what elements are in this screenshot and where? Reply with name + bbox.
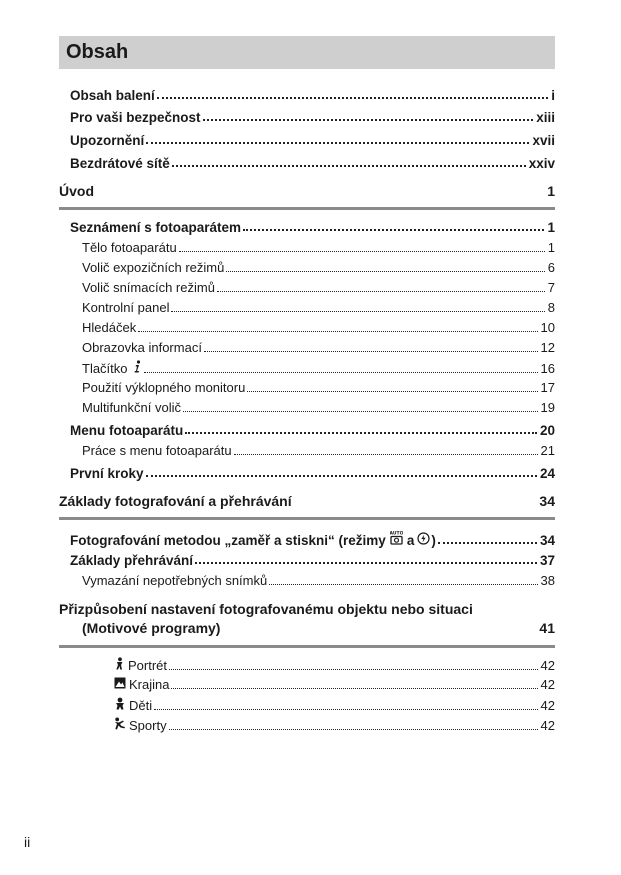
toc-entry-label: Tlačítko bbox=[82, 361, 128, 376]
toc-entry-prvni-kroky[interactable] bbox=[70, 466, 555, 481]
toc-entry-label: Použití výklopného monitoru bbox=[82, 380, 246, 395]
toc-page-number: 7 bbox=[547, 280, 555, 295]
toc-subentry-sporty[interactable] bbox=[114, 717, 555, 733]
dot-leader bbox=[234, 454, 538, 455]
contents-title-bar bbox=[59, 36, 555, 69]
child-icon bbox=[114, 697, 126, 710]
toc-subentry-deti[interactable] bbox=[114, 697, 555, 713]
dot-leader bbox=[144, 372, 538, 373]
toc-entry-label-group bbox=[114, 677, 169, 692]
toc-entry-label-group bbox=[70, 530, 436, 548]
toc-entry-label: Děti bbox=[129, 698, 153, 713]
toc-entry-seznameni[interactable] bbox=[70, 220, 555, 235]
toc-entry-label: Menu fotoaparátu bbox=[70, 423, 184, 438]
footer-page-number: ii bbox=[24, 834, 31, 850]
dot-leader bbox=[185, 432, 537, 434]
section-heading-zaklady[interactable] bbox=[59, 493, 555, 509]
section-title-line2: (Motivové programy) bbox=[82, 620, 221, 636]
dot-leader bbox=[169, 729, 538, 730]
dot-leader bbox=[169, 669, 538, 670]
toc-entry-label: Vymazání nepotřebných snímků bbox=[82, 573, 268, 588]
toc-entry-menu-fotoaparatu[interactable] bbox=[70, 423, 555, 438]
toc-entry-label: Obrazovka informací bbox=[82, 340, 202, 355]
toc-page-number: 42 bbox=[540, 718, 555, 733]
toc-entry-label-group bbox=[82, 360, 142, 376]
toc-subentry-portret[interactable] bbox=[114, 657, 555, 673]
toc-entry-label: Obsah balení bbox=[70, 88, 155, 103]
dot-leader bbox=[247, 391, 537, 392]
toc-entry-obsah-baleni[interactable] bbox=[70, 88, 555, 103]
toc-page-number: i bbox=[551, 88, 555, 103]
toc-subentry-telo[interactable] bbox=[82, 240, 555, 255]
toc-page-number: 42 bbox=[540, 677, 555, 692]
flash-off-icon bbox=[417, 532, 430, 545]
dot-leader bbox=[146, 142, 529, 144]
toc-page-number: 10 bbox=[540, 320, 555, 335]
svg-text:AUTO: AUTO bbox=[389, 531, 403, 537]
toc-entry-label: Fotografování metodou „zaměř a stiskni“ (režimy bbox=[70, 533, 386, 548]
toc-entry-label: Kontrolní panel bbox=[82, 300, 170, 315]
dot-leader bbox=[183, 411, 538, 412]
section-page-number: 1 bbox=[547, 183, 555, 199]
dot-leader bbox=[171, 311, 544, 312]
toc-entry-label: Hledáček bbox=[82, 320, 137, 335]
dot-leader bbox=[154, 709, 537, 710]
toc-page-number: 1 bbox=[547, 220, 555, 235]
toc-subentry-volic-expozicnich[interactable] bbox=[82, 260, 555, 275]
section-heading-uvod[interactable] bbox=[59, 183, 555, 199]
toc-page-number: xvii bbox=[532, 133, 555, 148]
toc-entry-label: Základy přehrávání bbox=[70, 553, 194, 568]
toc-page-number: 17 bbox=[540, 380, 555, 395]
toc-entry-label: První kroky bbox=[70, 466, 144, 481]
toc-page-number: 37 bbox=[539, 553, 555, 568]
toc-subentry-hledacek[interactable] bbox=[82, 320, 555, 335]
toc-entry-pro-vasi-bezpecnost[interactable] bbox=[70, 110, 555, 125]
dot-leader bbox=[171, 688, 537, 689]
toc-page-number: 42 bbox=[540, 658, 555, 673]
sports-icon bbox=[114, 717, 126, 730]
toc-entry-label: Tělo fotoaparátu bbox=[82, 240, 177, 255]
dot-leader bbox=[138, 331, 537, 332]
toc-page-number: 1 bbox=[547, 240, 555, 255]
toc-subentry-tlacitko[interactable] bbox=[82, 360, 555, 376]
info-i-icon bbox=[132, 360, 142, 373]
toc-page-number: 24 bbox=[539, 466, 555, 481]
toc-subentry-multifunkcni-volic[interactable] bbox=[82, 400, 555, 415]
toc-subentry-vymazani[interactable] bbox=[82, 573, 555, 588]
toc-page-number: 42 bbox=[540, 698, 555, 713]
toc-entry-upozorneni[interactable] bbox=[70, 133, 555, 148]
dot-leader bbox=[146, 475, 537, 477]
toc-entry-label-group bbox=[114, 717, 167, 733]
landscape-icon bbox=[114, 677, 126, 689]
toc-entry-label: Bezdrátové sítě bbox=[70, 156, 170, 171]
dot-leader bbox=[179, 251, 545, 252]
toc-entry-zaklady-prehravani[interactable] bbox=[70, 553, 555, 568]
toc-page-number: 8 bbox=[547, 300, 555, 315]
section-divider bbox=[59, 645, 555, 648]
section-title: Úvod bbox=[59, 183, 94, 199]
toc-entry-label: Multifunkční volič bbox=[82, 400, 181, 415]
section-divider bbox=[59, 207, 555, 210]
toc-subentry-krajina[interactable] bbox=[114, 677, 555, 692]
dot-leader bbox=[226, 271, 544, 272]
toc-page-number: xiii bbox=[536, 110, 555, 125]
toc-page-number: 12 bbox=[540, 340, 555, 355]
dot-leader bbox=[269, 584, 537, 585]
toc-subentry-prace-s-menu[interactable] bbox=[82, 443, 555, 458]
toc-entry-label: Volič expozičních režimů bbox=[82, 260, 225, 275]
toc-entry-label: Sporty bbox=[129, 718, 167, 733]
toc-entry-label-conjunction: a bbox=[406, 533, 415, 548]
dot-leader bbox=[203, 119, 534, 121]
toc-page-number: xxiv bbox=[528, 156, 555, 171]
toc-subentry-obrazovka[interactable] bbox=[82, 340, 555, 355]
dot-leader bbox=[204, 351, 538, 352]
toc-page-number: 16 bbox=[540, 361, 555, 376]
toc-subentry-vyklopny-monitor[interactable] bbox=[82, 380, 555, 395]
toc-entry-label: Práce s menu fotoaparátu bbox=[82, 443, 232, 458]
toc-page-number: 38 bbox=[540, 573, 555, 588]
toc-subentry-kontrolni-panel[interactable] bbox=[82, 300, 555, 315]
dot-leader bbox=[438, 542, 537, 544]
section-title-line2-row bbox=[59, 620, 555, 636]
toc-entry-zamer-a-stiskni[interactable] bbox=[70, 530, 555, 548]
dot-leader bbox=[195, 562, 537, 564]
toc-entry-label: Volič snímacích režimů bbox=[82, 280, 215, 295]
section-page-number: 41 bbox=[539, 620, 555, 636]
page-title: Obsah bbox=[66, 41, 129, 63]
auto-mode-icon bbox=[390, 530, 403, 545]
toc-entry-label: Krajina bbox=[129, 677, 170, 692]
dot-leader bbox=[172, 165, 526, 167]
section-page-number: 34 bbox=[539, 493, 555, 509]
toc-entry-bezdratove-site[interactable] bbox=[70, 156, 555, 171]
toc-page-number: 6 bbox=[547, 260, 555, 275]
toc-page-number: 20 bbox=[539, 423, 555, 438]
toc-page-number: 34 bbox=[539, 533, 555, 548]
toc-entry-label-group bbox=[114, 657, 167, 673]
toc-entry-label: Pro vaši bezpečnost bbox=[70, 110, 201, 125]
toc-entry-label-close: ) bbox=[431, 533, 436, 548]
section-divider bbox=[59, 517, 555, 520]
toc-entry-label: Upozornění bbox=[70, 133, 145, 148]
section-title: Základy fotografování a přehrávání bbox=[59, 493, 292, 509]
toc-entry-label: Seznámení s fotoaparátem bbox=[70, 220, 242, 235]
toc-page-number: 21 bbox=[540, 443, 555, 458]
dot-leader bbox=[157, 97, 548, 99]
section-heading-motivove-programy[interactable] bbox=[59, 601, 555, 636]
dot-leader bbox=[217, 291, 545, 292]
toc-page-number: 19 bbox=[540, 400, 555, 415]
toc-entry-label-group bbox=[114, 697, 152, 713]
section-title-line1: Přizpůsobení nastavení fotografovanému objektu nebo situaci bbox=[59, 601, 473, 617]
dot-leader bbox=[243, 229, 544, 231]
toc-subentry-volic-snimacich[interactable] bbox=[82, 280, 555, 295]
toc-entry-label: Portrét bbox=[128, 658, 168, 673]
portrait-icon bbox=[114, 657, 125, 670]
